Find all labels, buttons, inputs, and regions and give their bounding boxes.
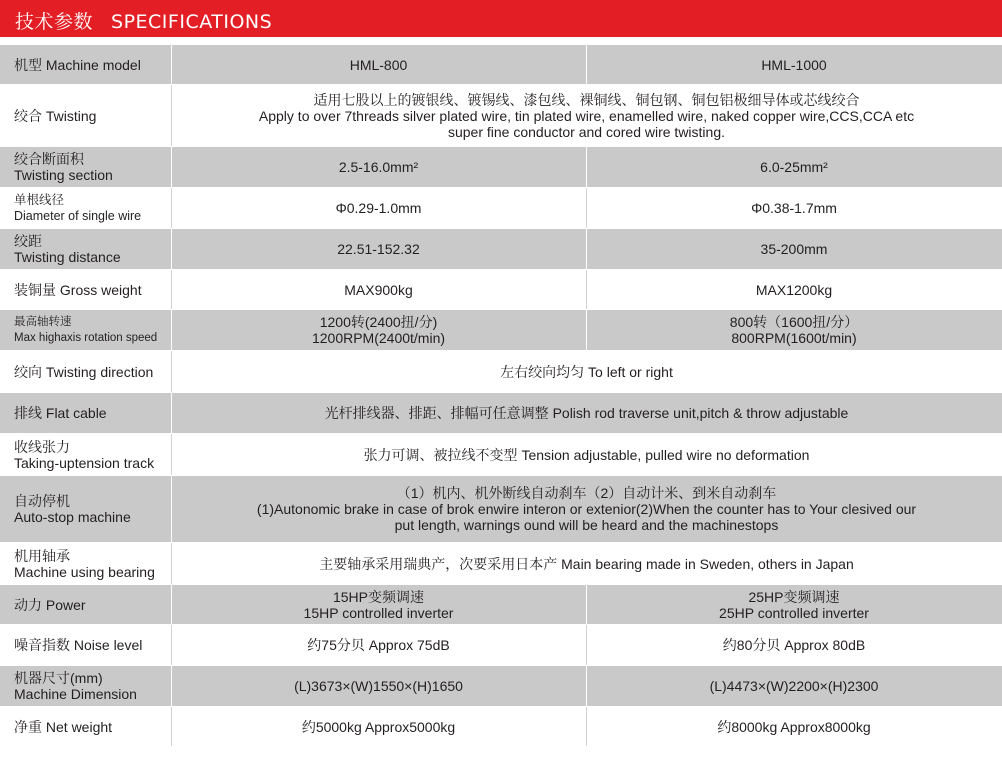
spec-value-shared-line: (1)Autonomic brake in case of brok enwire interon or extenior(2)When the counter has to Your clesived our — [256, 501, 917, 517]
spec-label-line: 机用轴承 — [14, 547, 70, 564]
spec-label — [0, 351, 171, 392]
spec-value-hml1000 — [586, 666, 1002, 706]
spec-row — [0, 665, 1002, 706]
spec-label — [0, 625, 171, 665]
spec-label-line: 收线张力 — [14, 438, 70, 455]
spec-value-hml1000 — [586, 585, 1002, 624]
spec-label — [0, 147, 171, 187]
spec-label-line: 绞距 — [14, 233, 42, 249]
spec-row — [0, 392, 1002, 433]
spec-label-line: 机型 Machine model — [14, 56, 141, 73]
spec-title-cn: 技术参数 — [15, 11, 94, 33]
spec-label-line: Machine using bearing — [14, 563, 155, 580]
spec-value-hml800-line: (L)3673×(W)1550×(H)1650 — [294, 678, 463, 694]
spec-label — [0, 45, 171, 84]
spec-value-hml1000 — [586, 310, 1002, 350]
spec-label-line: 机器尺寸(mm) — [14, 670, 103, 686]
spec-value-hml800-line: HML-800 — [349, 56, 408, 73]
spec-label-line: Twisting section — [14, 167, 113, 183]
spec-value-hml1000-line: 约8000kg Approx8000kg — [717, 718, 871, 735]
spec-label-line: Machine Dimension — [14, 686, 137, 702]
spec-value-hml800 — [171, 147, 586, 187]
spec-value-hml800-line: MAX900kg — [344, 281, 413, 298]
spec-value-shared-line: 光杆排线器、排距、排幅可任意调整 Polish rod traverse unit,pitch & throw adjustable — [324, 405, 849, 421]
spec-value-hml800-line: 2.5-16.0mm² — [338, 159, 419, 175]
spec-label — [0, 476, 171, 542]
spec-value-shared — [171, 393, 1002, 433]
spec-value-hml1000 — [586, 707, 1002, 746]
spec-value-hml800-line: Φ0.29-1.0mm — [335, 200, 422, 216]
spec-label-line: 自动停机 — [14, 493, 70, 509]
spec-value-hml1000-line: Φ0.38-1.7mm — [751, 200, 837, 216]
spec-value-hml1000-line: 25HP controlled inverter — [719, 604, 869, 621]
spec-value-hml1000 — [586, 45, 1002, 84]
spec-label — [0, 543, 171, 584]
spec-value-hml1000 — [586, 270, 1002, 309]
spec-value-hml1000-line: 6.0-25mm² — [760, 159, 828, 175]
spec-value-shared-line: 适用七股以上的镀银线、镀锡线、漆包线、裸铜线、铜包钢、铜包铝极细导体或芯线绞合 — [313, 91, 860, 108]
spec-value-shared — [171, 351, 1002, 392]
spec-label — [0, 434, 171, 475]
spec-label-line: 绞向 Twisting direction — [14, 363, 154, 380]
spec-value-hml1000-line: 约80分贝 Approx 80dB — [722, 637, 866, 653]
spec-value-shared — [171, 85, 1002, 146]
spec-value-shared-line: put length, warnings ound will be heard and the machinestops — [394, 517, 779, 533]
spec-label-line: 绞合 Twisting — [14, 107, 97, 124]
spec-value-hml1000-line: MAX1200kg — [755, 281, 833, 298]
spec-label — [0, 585, 171, 624]
spec-row — [0, 269, 1002, 309]
spec-value-shared-line: super fine conductor and cored wire twisting. — [447, 123, 726, 140]
spec-value-hml1000-line: HML-1000 — [761, 56, 827, 73]
spec-label-line: 绞合断面积 — [14, 151, 84, 167]
spec-label-line: 装铜量 Gross weight — [14, 281, 142, 298]
spec-label-line: 排线 Flat cable — [14, 405, 107, 421]
spec-value-hml1000-line: (L)4473×(W)2200×(H)2300 — [709, 678, 879, 694]
spec-value-shared-line: 主要轴承采用瑞典产，次要采用日本产 Main bearing made in Sweden, others in Japan — [319, 555, 854, 572]
spec-label — [0, 310, 171, 350]
spec-row — [0, 475, 1002, 542]
spec-value-hml800-line: 22.51-152.32 — [337, 241, 420, 257]
spec-value-shared-line: （1）机内、机外断线自动刹车（2）自动计米、到米自动刹车 — [396, 485, 777, 501]
spec-label — [0, 707, 171, 746]
spec-value-hml1000-line: 25HP变频调速 — [748, 588, 840, 605]
spec-value-hml1000-line: 800转（1600扭/分） — [729, 314, 859, 330]
spec-label — [0, 270, 171, 309]
spec-title-en: SPECIFICATIONS — [111, 11, 273, 33]
spec-row — [0, 350, 1002, 392]
spec-row — [0, 146, 1002, 187]
spec-row — [0, 542, 1002, 584]
spec-label-line: Twisting distance — [14, 249, 121, 265]
spec-row — [0, 706, 1002, 746]
spec-value-hml800 — [171, 229, 586, 269]
spec-label-line: 净重 Net weight — [14, 718, 113, 735]
spec-label-line: 动力 Power — [14, 596, 86, 613]
spec-label — [0, 666, 171, 706]
spec-label — [0, 393, 171, 433]
spec-value-hml800 — [171, 45, 586, 84]
spec-value-hml1000 — [586, 188, 1002, 228]
spec-row — [0, 624, 1002, 665]
spec-title — [15, 7, 290, 34]
spec-value-hml800-line: 1200转(2400扭/分) — [319, 314, 438, 330]
spec-value-shared — [171, 434, 1002, 475]
spec-value-shared-line: Apply to over 7threads silver plated wire, tin plated wire, enamelled wire, naked copper wire,CCS,CCA etc — [258, 107, 915, 124]
spec-value-shared-line: 张力可调、被拉线不变型 Tension adjustable, pulled wire no deformation — [363, 446, 810, 463]
spec-value-hml800 — [171, 666, 586, 706]
spec-value-hml800 — [171, 707, 586, 746]
spec-value-hml1000 — [586, 625, 1002, 665]
spec-value-hml800 — [171, 310, 586, 350]
spec-row — [0, 187, 1002, 228]
spec-value-hml1000-line: 800RPM(1600t/min) — [731, 330, 857, 346]
spec-label — [0, 188, 171, 228]
spec-value-hml800-line: 15HP controlled inverter — [303, 604, 454, 621]
spec-value-shared — [171, 476, 1002, 542]
spec-label-line: Diameter of single wire — [14, 209, 142, 223]
spec-row — [0, 84, 1002, 146]
spec-value-hml1000-line: 35-200mm — [760, 241, 828, 257]
spec-header-bar — [0, 0, 1002, 37]
spec-row — [0, 584, 1002, 624]
spec-value-hml800 — [171, 270, 586, 309]
spec-label-line: 单根线径 — [14, 193, 65, 207]
spec-row — [0, 228, 1002, 269]
spec-value-hml800 — [171, 585, 586, 624]
spec-row — [0, 309, 1002, 350]
spec-value-hml800-line: 约5000kg Approx5000kg — [301, 718, 456, 735]
spec-label-line: 噪音指数 Noise level — [14, 637, 143, 653]
specifications-table — [0, 44, 1002, 746]
spec-value-hml800 — [171, 188, 586, 228]
spec-label — [0, 85, 171, 146]
spec-value-hml1000 — [586, 229, 1002, 269]
spec-label-line: Taking-uptension track — [14, 454, 155, 471]
spec-value-hml800-line: 约75分贝 Approx 75dB — [307, 637, 450, 653]
spec-label — [0, 229, 171, 269]
spec-value-shared — [171, 543, 1002, 584]
spec-row — [0, 44, 1002, 84]
spec-value-hml800 — [171, 625, 586, 665]
spec-value-hml1000 — [586, 147, 1002, 187]
spec-value-hml800-line: 15HP变频调速 — [332, 588, 425, 605]
spec-value-hml800-line: 1200RPM(2400t/min) — [311, 330, 446, 346]
spec-label-line: Max highaxis rotation speed — [14, 332, 158, 344]
spec-label-line: 最高轴转速 — [14, 316, 72, 328]
spec-value-shared-line: 左右绞向均匀 To left or right — [500, 363, 673, 380]
spec-label-line: Auto-stop machine — [14, 509, 131, 525]
spec-row — [0, 433, 1002, 475]
